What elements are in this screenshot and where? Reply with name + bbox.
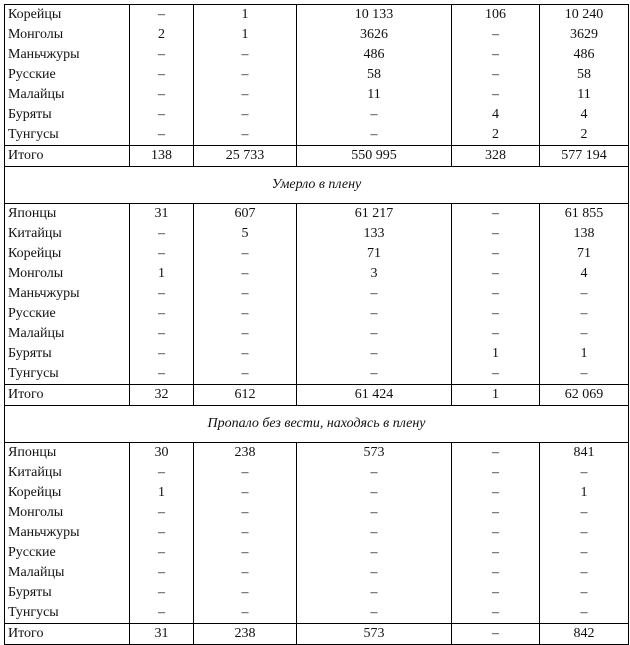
value-cell: –: [297, 483, 452, 503]
value-cell: 4: [540, 264, 629, 284]
value-cell: –: [540, 284, 629, 304]
value-cell: –: [130, 543, 194, 563]
row-label-cell: Монголы: [5, 25, 130, 45]
value-cell: –: [297, 344, 452, 364]
prisoners-table: [4, 4, 629, 645]
value-cell: –: [452, 85, 540, 105]
table-body: [5, 5, 629, 645]
row-label-cell: Малайцы: [5, 85, 130, 105]
row-label-cell: Маньчжуры: [5, 523, 130, 543]
value-cell: –: [540, 523, 629, 543]
value-cell: 1: [130, 264, 194, 284]
value-cell: –: [194, 583, 297, 603]
value-cell: 58: [297, 65, 452, 85]
row-label-cell: Маньчжуры: [5, 45, 130, 65]
value-cell: 71: [540, 244, 629, 264]
value-cell: –: [130, 85, 194, 105]
value-cell: –: [194, 543, 297, 563]
table-row: [5, 304, 629, 324]
table-row: [5, 463, 629, 483]
value-cell: 61 855: [540, 204, 629, 225]
value-cell: –: [452, 503, 540, 523]
value-cell: –: [194, 503, 297, 523]
value-cell: –: [452, 603, 540, 624]
value-cell: –: [130, 65, 194, 85]
table-row: [5, 543, 629, 563]
value-cell: –: [130, 304, 194, 324]
value-cell: 2: [540, 125, 629, 146]
table-row: [5, 443, 629, 464]
row-label-cell: Малайцы: [5, 563, 130, 583]
value-cell: 486: [540, 45, 629, 65]
row-label-cell: Тунгусы: [5, 603, 130, 624]
table-row: [5, 25, 629, 45]
row-label-cell: Русские: [5, 304, 130, 324]
value-cell: –: [452, 204, 540, 225]
table-row: [5, 364, 629, 385]
value-cell: 106: [452, 5, 540, 26]
value-cell: 841: [540, 443, 629, 464]
value-cell: –: [194, 85, 297, 105]
value-cell: –: [540, 324, 629, 344]
value-cell: 61 217: [297, 204, 452, 225]
value-cell: –: [130, 583, 194, 603]
value-cell: 238: [194, 624, 297, 645]
value-cell: –: [130, 45, 194, 65]
table-row: [5, 45, 629, 65]
row-label-cell: Итого: [5, 146, 130, 167]
value-cell: –: [297, 563, 452, 583]
value-cell: –: [452, 45, 540, 65]
value-cell: –: [194, 324, 297, 344]
value-cell: 11: [540, 85, 629, 105]
value-cell: –: [130, 503, 194, 523]
table-row: [5, 583, 629, 603]
row-label-cell: Корейцы: [5, 244, 130, 264]
value-cell: –: [194, 105, 297, 125]
value-cell: 486: [297, 45, 452, 65]
row-label-cell: Маньчжуры: [5, 284, 130, 304]
value-cell: –: [452, 624, 540, 645]
value-cell: –: [194, 244, 297, 264]
table-row: [5, 204, 629, 225]
table-row: [5, 5, 629, 26]
row-label-cell: Русские: [5, 65, 130, 85]
value-cell: 550 995: [297, 146, 452, 167]
value-cell: 25 733: [194, 146, 297, 167]
table-row: [5, 563, 629, 583]
value-cell: –: [194, 65, 297, 85]
row-label-cell: Японцы: [5, 443, 130, 464]
table-row: [5, 324, 629, 344]
value-cell: 328: [452, 146, 540, 167]
value-cell: 31: [130, 624, 194, 645]
value-cell: –: [130, 244, 194, 264]
table-row: [5, 244, 629, 264]
row-label-cell: Корейцы: [5, 5, 130, 26]
value-cell: –: [297, 463, 452, 483]
value-cell: 1: [452, 385, 540, 406]
table-row: [5, 224, 629, 244]
value-cell: 3626: [297, 25, 452, 45]
value-cell: –: [194, 304, 297, 324]
value-cell: –: [297, 364, 452, 385]
row-label-cell: Итого: [5, 385, 130, 406]
row-label-cell: Монголы: [5, 264, 130, 284]
table-row: [5, 264, 629, 284]
total-row: [5, 624, 629, 645]
value-cell: –: [540, 543, 629, 563]
value-cell: –: [452, 364, 540, 385]
value-cell: 573: [297, 624, 452, 645]
table-row: [5, 85, 629, 105]
row-label-cell: Буряты: [5, 105, 130, 125]
value-cell: 71: [297, 244, 452, 264]
section-header-missing: [5, 406, 629, 443]
section-title: Умерло в плену: [5, 167, 629, 204]
value-cell: –: [452, 463, 540, 483]
value-cell: –: [540, 364, 629, 385]
row-label-cell: Тунгусы: [5, 364, 130, 385]
row-label-cell: Буряты: [5, 583, 130, 603]
value-cell: 1: [540, 344, 629, 364]
section-header-died: [5, 167, 629, 204]
value-cell: 577 194: [540, 146, 629, 167]
row-label-cell: Китайцы: [5, 224, 130, 244]
row-label-cell: Буряты: [5, 344, 130, 364]
value-cell: –: [194, 603, 297, 624]
value-cell: 573: [297, 443, 452, 464]
table-row: [5, 65, 629, 85]
value-cell: 31: [130, 204, 194, 225]
value-cell: –: [130, 603, 194, 624]
value-cell: 5: [194, 224, 297, 244]
row-label-cell: Малайцы: [5, 324, 130, 344]
value-cell: –: [194, 125, 297, 146]
value-cell: –: [130, 364, 194, 385]
value-cell: –: [452, 284, 540, 304]
value-cell: –: [297, 583, 452, 603]
value-cell: 238: [194, 443, 297, 464]
value-cell: –: [452, 523, 540, 543]
value-cell: 3: [297, 264, 452, 284]
value-cell: –: [130, 324, 194, 344]
table-row: [5, 105, 629, 125]
value-cell: –: [194, 563, 297, 583]
value-cell: –: [452, 324, 540, 344]
row-label-cell: Японцы: [5, 204, 130, 225]
value-cell: –: [130, 224, 194, 244]
value-cell: 32: [130, 385, 194, 406]
value-cell: –: [130, 344, 194, 364]
table-row: [5, 284, 629, 304]
value-cell: –: [194, 364, 297, 385]
value-cell: –: [194, 45, 297, 65]
value-cell: 4: [452, 105, 540, 125]
value-cell: –: [194, 284, 297, 304]
table-row: [5, 603, 629, 624]
value-cell: –: [452, 25, 540, 45]
value-cell: –: [297, 304, 452, 324]
row-label-cell: Монголы: [5, 503, 130, 523]
value-cell: 1: [540, 483, 629, 503]
value-cell: –: [540, 563, 629, 583]
section-title: Пропало без вести, находясь в плену: [5, 406, 629, 443]
value-cell: –: [452, 264, 540, 284]
table-row: [5, 125, 629, 146]
value-cell: 58: [540, 65, 629, 85]
total-row: [5, 146, 629, 167]
value-cell: 2: [452, 125, 540, 146]
value-cell: –: [130, 105, 194, 125]
value-cell: 1: [130, 483, 194, 503]
value-cell: 3629: [540, 25, 629, 45]
value-cell: –: [194, 344, 297, 364]
value-cell: –: [297, 284, 452, 304]
value-cell: –: [452, 224, 540, 244]
row-label-cell: Итого: [5, 624, 130, 645]
value-cell: –: [540, 583, 629, 603]
value-cell: –: [540, 304, 629, 324]
value-cell: 612: [194, 385, 297, 406]
value-cell: 10 240: [540, 5, 629, 26]
value-cell: 1: [194, 25, 297, 45]
value-cell: –: [297, 125, 452, 146]
value-cell: –: [297, 105, 452, 125]
value-cell: –: [130, 523, 194, 543]
value-cell: 842: [540, 624, 629, 645]
value-cell: 62 069: [540, 385, 629, 406]
value-cell: –: [130, 5, 194, 26]
value-cell: –: [297, 523, 452, 543]
value-cell: –: [130, 463, 194, 483]
value-cell: 138: [540, 224, 629, 244]
value-cell: –: [194, 463, 297, 483]
value-cell: –: [452, 563, 540, 583]
value-cell: 1: [452, 344, 540, 364]
row-label-cell: Тунгусы: [5, 125, 130, 146]
value-cell: –: [452, 483, 540, 503]
value-cell: –: [540, 463, 629, 483]
value-cell: 2: [130, 25, 194, 45]
value-cell: –: [130, 125, 194, 146]
table-row: [5, 503, 629, 523]
value-cell: –: [452, 304, 540, 324]
value-cell: –: [452, 443, 540, 464]
value-cell: 133: [297, 224, 452, 244]
row-label-cell: Корейцы: [5, 483, 130, 503]
value-cell: –: [194, 264, 297, 284]
value-cell: 10 133: [297, 5, 452, 26]
row-label-cell: Русские: [5, 543, 130, 563]
value-cell: 11: [297, 85, 452, 105]
value-cell: –: [297, 543, 452, 563]
row-label-cell: Китайцы: [5, 463, 130, 483]
value-cell: 607: [194, 204, 297, 225]
value-cell: –: [452, 543, 540, 563]
value-cell: –: [194, 523, 297, 543]
value-cell: 138: [130, 146, 194, 167]
value-cell: 30: [130, 443, 194, 464]
value-cell: –: [540, 503, 629, 523]
value-cell: 61 424: [297, 385, 452, 406]
value-cell: –: [194, 483, 297, 503]
value-cell: –: [452, 244, 540, 264]
value-cell: –: [297, 503, 452, 523]
value-cell: –: [452, 583, 540, 603]
value-cell: –: [297, 324, 452, 344]
table-row: [5, 344, 629, 364]
value-cell: –: [130, 563, 194, 583]
value-cell: –: [297, 603, 452, 624]
total-row: [5, 385, 629, 406]
value-cell: –: [452, 65, 540, 85]
table-row: [5, 523, 629, 543]
value-cell: 4: [540, 105, 629, 125]
document-page: [4, 4, 628, 645]
table-row: [5, 483, 629, 503]
value-cell: –: [130, 284, 194, 304]
value-cell: –: [540, 603, 629, 624]
value-cell: 1: [194, 5, 297, 26]
